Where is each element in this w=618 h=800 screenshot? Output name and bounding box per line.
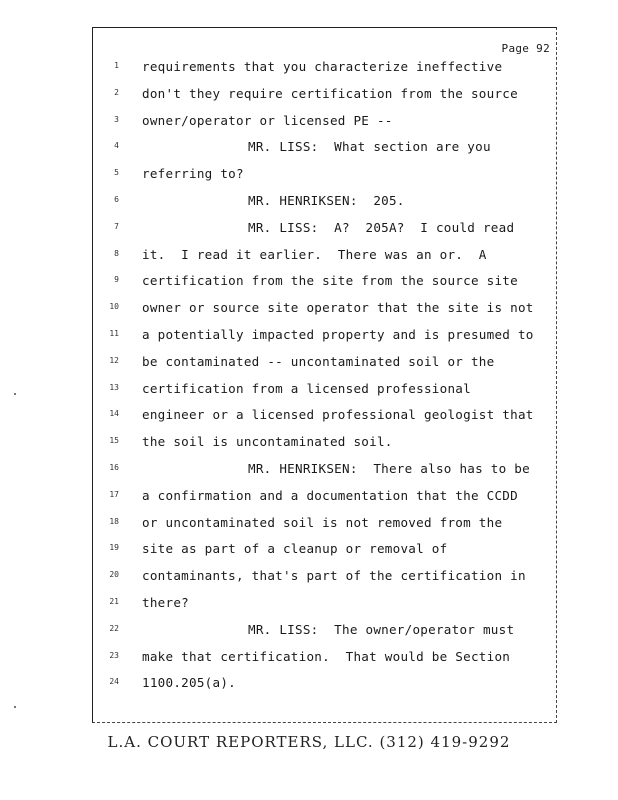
line-number: 21 [109, 596, 119, 606]
line-number: 5 [114, 168, 119, 178]
transcript-line [93, 327, 556, 354]
line-text: referring to? [142, 166, 244, 182]
transcript-line [93, 273, 556, 300]
line-text: there? [142, 594, 189, 610]
line-text: a potentially impacted property and is presumed to [142, 326, 534, 342]
transcript-line [93, 113, 556, 140]
line-number: 19 [109, 543, 119, 553]
transcript-line [93, 381, 556, 408]
line-text: 1100.205(a). [142, 675, 236, 691]
line-text: certification from the site from the source site [142, 273, 518, 289]
line-text: engineer or a licensed professional geologist that [142, 407, 534, 423]
line-text: MR. LISS: A? 205A? I could read [248, 219, 515, 235]
line-text: a confirmation and a documentation that the CCDD [142, 487, 518, 503]
line-number: 12 [109, 355, 119, 365]
line-text: contaminants, that's part of the certification in [142, 568, 526, 584]
transcript-line [93, 220, 556, 247]
line-number: 14 [109, 409, 119, 419]
line-number: 23 [109, 650, 119, 660]
line-number: 4 [114, 141, 119, 151]
line-number: 17 [109, 489, 119, 499]
line-text: the soil is uncontaminated soil. [142, 434, 393, 450]
line-number: 24 [109, 677, 119, 687]
line-number: 22 [109, 623, 119, 633]
transcript-line [93, 434, 556, 461]
line-number: 10 [109, 302, 119, 312]
line-number: 20 [109, 570, 119, 580]
line-number: 6 [114, 194, 119, 204]
transcript-line [93, 86, 556, 113]
reporter-footer: L.A. COURT REPORTERS, LLC. (312) 419-9292 [107, 733, 511, 751]
scan-artifact [14, 706, 16, 708]
transcript-line [93, 595, 556, 622]
line-text: make that certification. That would be Section [142, 648, 511, 664]
line-text: be contaminated -- uncontaminated soil or the [142, 353, 495, 369]
line-text: site as part of a cleanup or removal of [142, 541, 448, 557]
line-text: or uncontaminated soil is not removed from the [142, 514, 503, 530]
transcript-line [93, 407, 556, 434]
transcript-line [93, 247, 556, 274]
line-text: MR. HENRIKSEN: 205. [248, 192, 405, 208]
transcript-line [93, 166, 556, 193]
line-text: requirements that you characterize ineffective [142, 59, 503, 74]
line-text: MR. HENRIKSEN: There also has to be [248, 460, 530, 476]
line-text: MR. LISS: The owner/operator must [248, 621, 515, 637]
transcript-line [93, 515, 556, 542]
line-number: 8 [114, 248, 119, 258]
transcript-line [93, 300, 556, 327]
transcript-line [93, 622, 556, 649]
transcript-line [93, 59, 556, 86]
line-number: 2 [114, 87, 119, 97]
transcript-line [93, 649, 556, 676]
line-text: certification from a licensed professional [142, 380, 471, 396]
line-number: 3 [114, 114, 119, 124]
transcript-line [93, 568, 556, 595]
transcript-line [93, 354, 556, 381]
line-number: 18 [109, 516, 119, 526]
transcript-line [93, 461, 556, 488]
scan-artifact [14, 393, 16, 395]
line-number: 16 [109, 462, 119, 472]
line-number: 13 [109, 382, 119, 392]
line-number: 7 [114, 221, 119, 231]
line-text: owner/operator or licensed PE -- [142, 112, 393, 128]
transcript-line [93, 193, 556, 220]
page-number: Page 92 [501, 42, 550, 55]
line-text: owner or source site operator that the site is not [142, 300, 534, 316]
transcript-line [93, 541, 556, 568]
line-text: MR. LISS: What section are you [248, 139, 491, 155]
transcript-line [93, 139, 556, 166]
line-text: it. I read it earlier. There was an or. A [142, 246, 487, 262]
transcript-lines [93, 59, 556, 702]
line-number: 9 [114, 275, 119, 285]
line-text: don't they require certification from the source [142, 85, 518, 101]
transcript-line [93, 488, 556, 515]
transcript-page [92, 27, 557, 723]
line-number: 1 [114, 61, 119, 70]
transcript-line [93, 675, 556, 702]
line-number: 11 [109, 328, 119, 338]
line-number: 15 [109, 436, 119, 446]
